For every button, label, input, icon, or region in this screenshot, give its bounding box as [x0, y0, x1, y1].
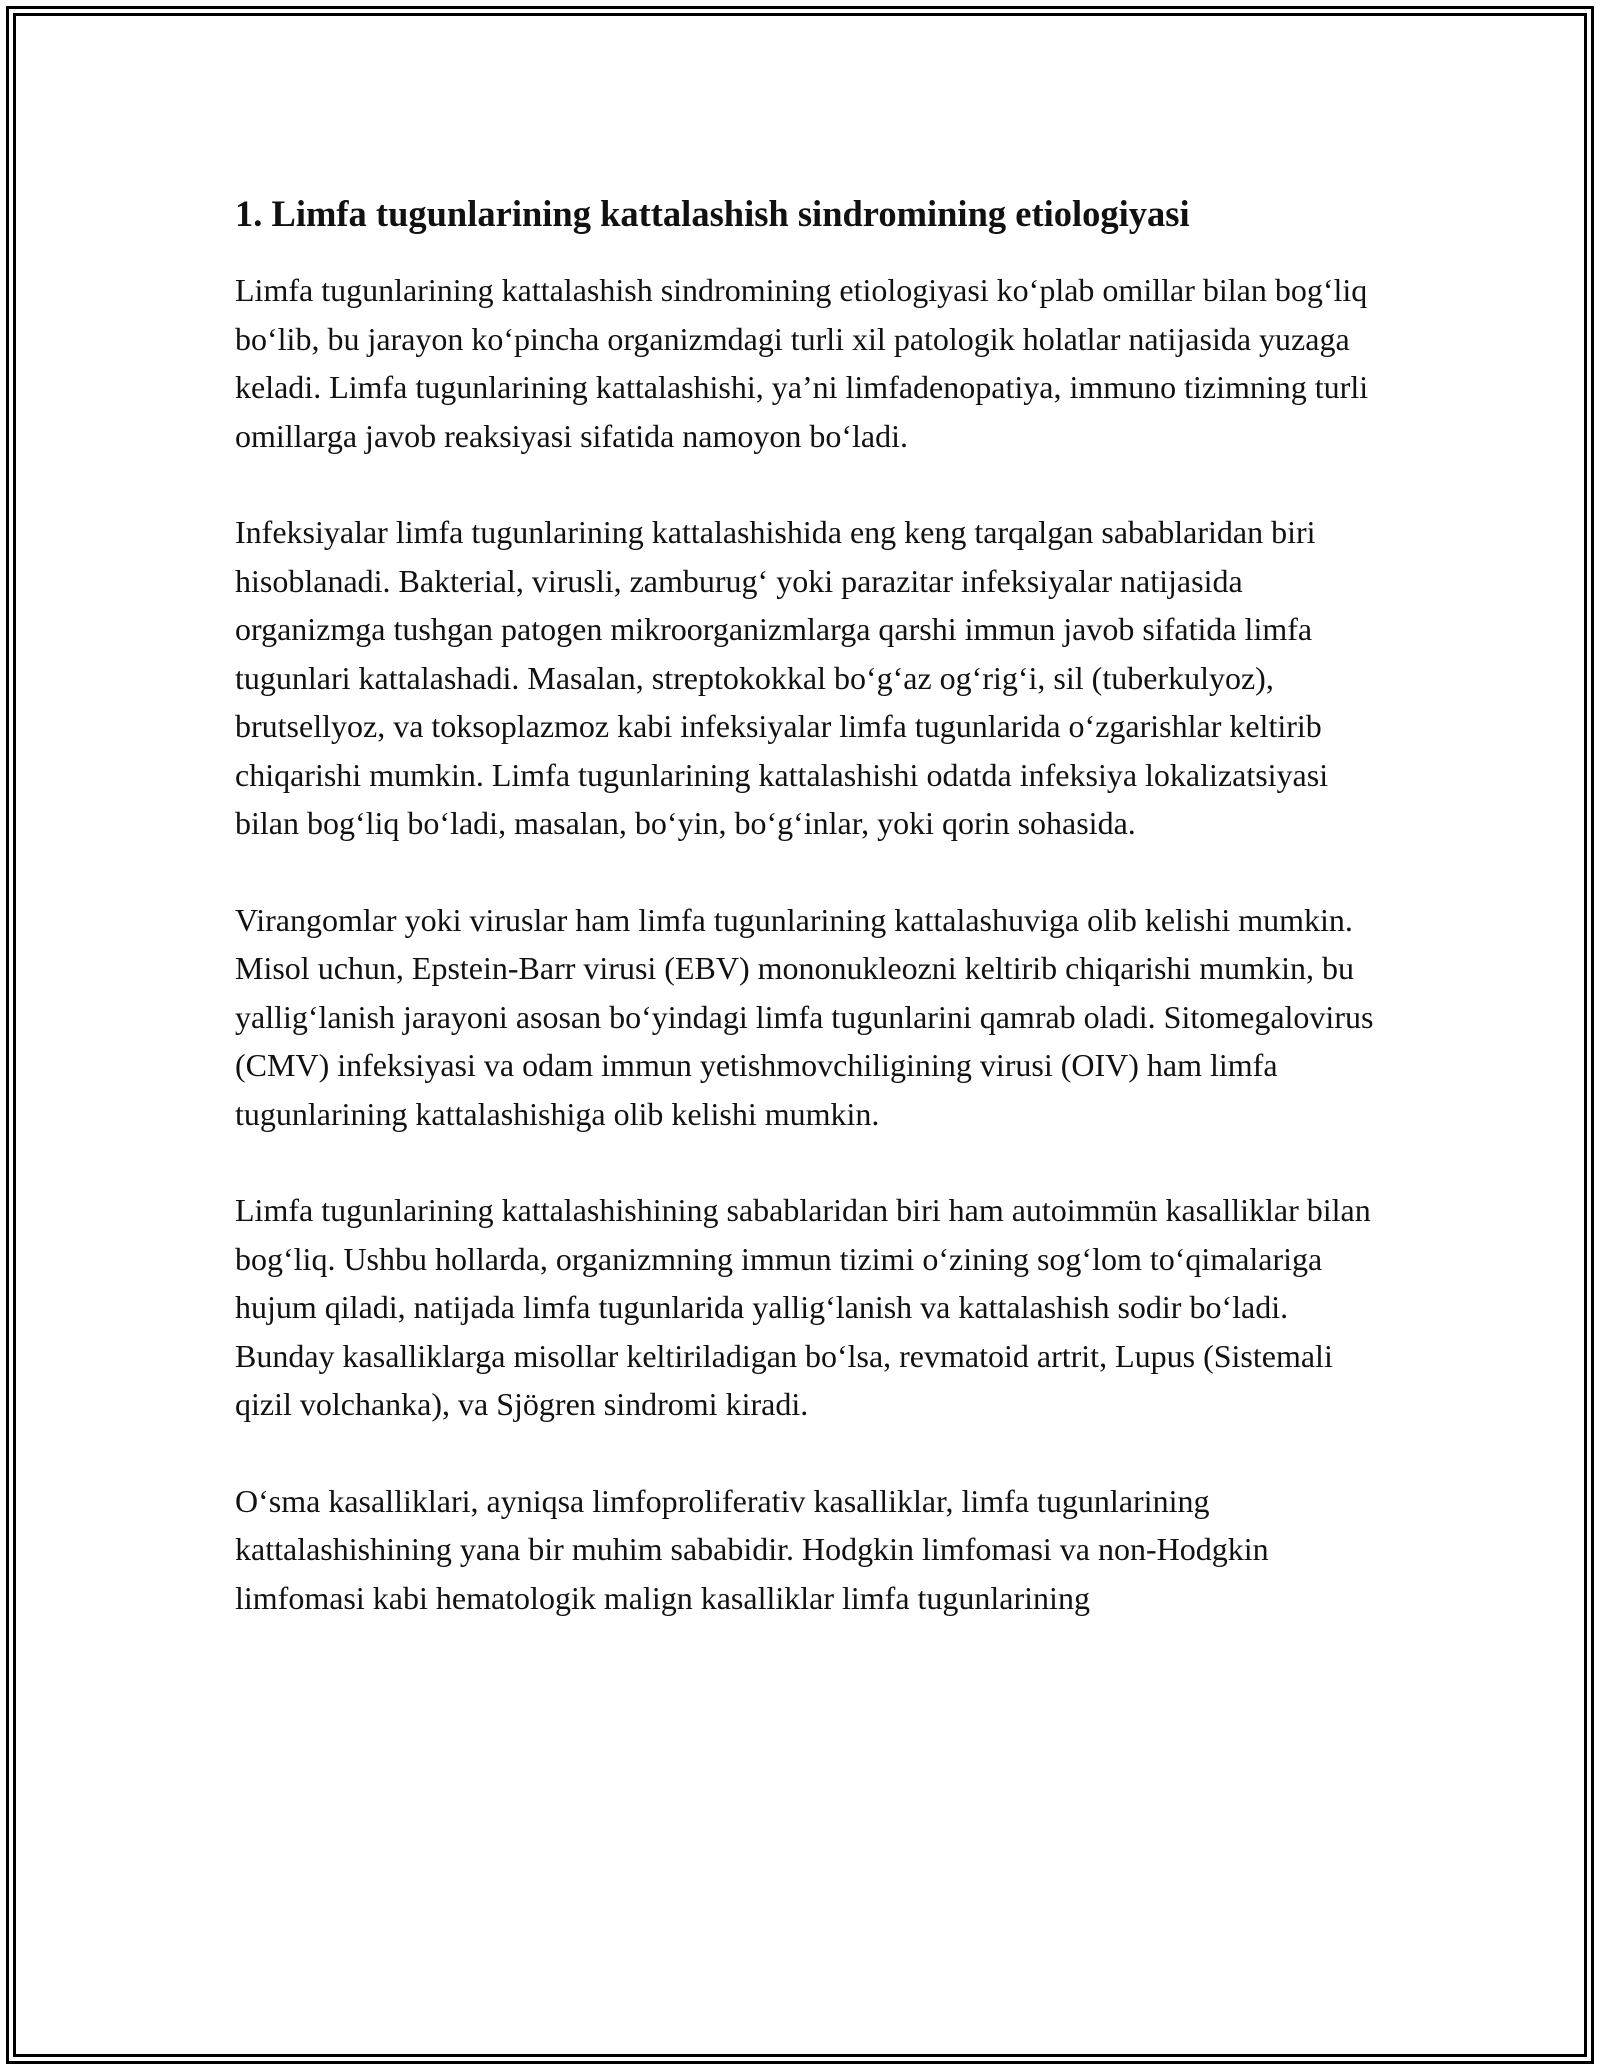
section-heading: 1. Limfa tugunlarining kattalashish sindromining etiologiyasi [235, 193, 1190, 234]
paragraph-autoimmune: Limfa tugunlarining kattalashishining sabablaridan biri ham autoimmün kasalliklar bilan bog‘liq. Ushbu hollarda, organizmning immun tizimi o‘zining sog‘lom to‘qimalariga hujum qiladi, natijada limfa tugunlarida yallig‘lanish va kattalashish sodir bo‘ladi. Bunday kasalliklarga misollar keltiriladigan bo‘lsa, revmatoid artrit, Lupus (Sistemali qizil volchanka), va Sjögren sindromi kiradi. [235, 1192, 1371, 1422]
paragraph-infections: Infeksiyalar limfa tugunlarining kattalashishida eng keng tarqalgan sabablaridan biri hisoblanadi. Bakterial, virusli, zamburug‘ yoki parazitar infeksiyalar natijasida organizmga tushgan patogen mikroorganizmlarga qarshi immun javob sifatida limfa tugunlari kattalashadi. Masalan, streptokokkal bo‘g‘az og‘rig‘i, sil (tuberkulyoz), brutsellyoz, va toksoplazmoz kabi infeksiyalar limfa tugunlarida o‘zgarishlar keltirib chiqarishi mumkin. Limfa tugunlarining kattalashishi odatda infeksiya lokalizatsiyasi bilan bog‘liq bo‘ladi, masalan, bo‘yin, bo‘g‘inlar, yoki qorin sohasida. [235, 514, 1329, 841]
paragraph-tumors: O‘sma kasalliklari, ayniqsa limfoproliferativ kasalliklar, limfa tugunlarining kattalashishining yana bir muhim sababidir. Hodgkin limfomasi va non-Hodgkin limfomasi kabi hematologik malign kasalliklar limfa tugunlarining [235, 1482, 1269, 1616]
paragraph-intro: Limfa tugunlarining kattalashish sindromining etiologiyasi ko‘plab omillar bilan bog‘liq bo‘lib, bu jarayon ko‘pincha organizmdagi turli xil patologik holatlar natijasida yuzaga keladi. Limfa tugunlarining kattalashishi, ya’ni limfadenopatiya, immuno tizimning turli omillarga javob reaksiyasi sifatida namoyon bo‘ladi. [235, 272, 1369, 454]
paragraph-viruses: Virangomlar yoki viruslar ham limfa tugunlarining kattalashuviga olib kelishi mumkin. Misol uchun, Epstein-Barr virusi (EBV) mononukleozni keltirib chiqarishi mumkin, bu yallig‘lanish jarayoni asosan bo‘yindagi limfa tugunlarini qamrab oladi. Sitomegalovirus (CMV) infeksiyasi va odam immun yetishmovchiligining virusi (OIV) ham limfa tugunlarining kattalashishiga olib kelishi mumkin. [235, 901, 1374, 1132]
document-body [235, 190, 1375, 1670]
